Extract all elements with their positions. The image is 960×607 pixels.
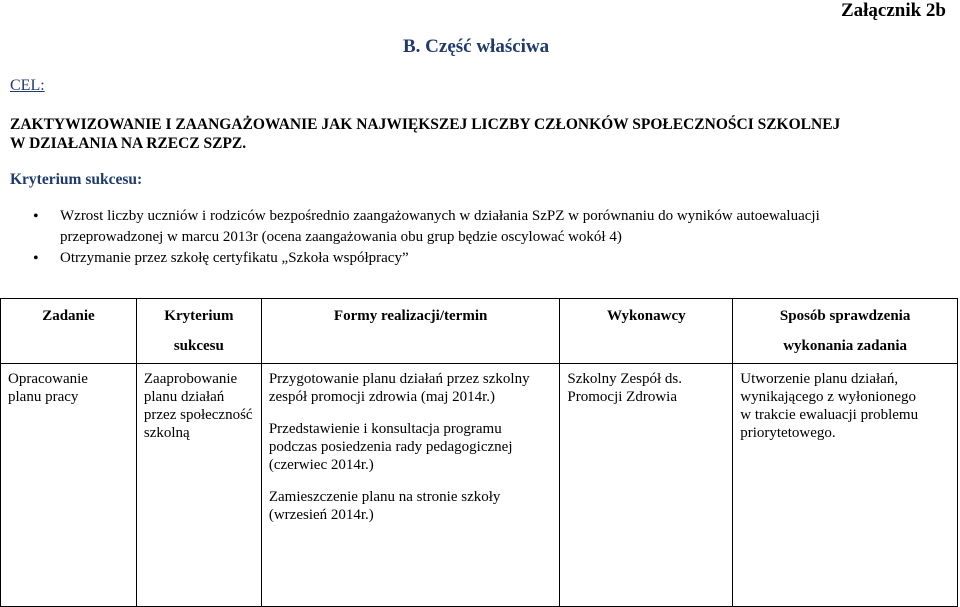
cell-line: priorytetowego. [740,425,836,441]
spacer [269,474,553,488]
goal-line: W DZIAŁANIA NA RZECZ SZPZ. [10,135,247,152]
header-text: Wykonawcy [607,308,686,324]
table-row [1,364,958,607]
plan-table [0,298,958,607]
goal-line: ZAKTYWIZOWANIE I ZAANGAŻOWANIE JAK NAJWIĘKSZEJ LICZBY CZŁONKÓW SPOŁECZNOŚCI SZKOLNEJ [10,116,841,133]
cell-line: wynikającego z wyłonionego [740,389,917,405]
cell-line: Promocji Zdrowia [567,389,677,405]
goal-statement [10,115,840,153]
cell-line: zespół promocji zdrowia (maj 2014r.) [268,389,496,405]
cell-line: podczas posiedzenia rady pedagogicznej [268,439,513,455]
spacer [269,406,553,420]
cell-line: (czerwiec 2014r.) [268,457,374,473]
cell-executors [560,364,733,607]
cell-line: Przygotowanie planu działań przez szkolny [268,371,530,387]
header-text: wykonania zadania [783,338,908,354]
criteria-bullet-line: przeprowadzonej w marcu 2013r (ocena zaangażowania obu grup będzie oscylować wokół 4) [60,229,622,245]
table-header-row [1,299,958,364]
header-text: Sposób sprawdzenia [779,308,911,324]
header-text: Zadanie [42,308,95,324]
header-task [1,299,137,364]
header-executors [560,299,733,364]
cell-line: Utworzenie planu działań, [740,371,899,387]
annex-label: Załącznik 2b [840,0,946,21]
cell-forms [261,364,560,607]
header-text: Kryterium [164,308,234,324]
cell-line: szkolną [143,425,190,441]
header-forms [261,299,560,364]
cell-line: Szkolny Zespół ds. [567,371,683,387]
header-text: Formy realizacji/termin [333,308,488,324]
criteria-bullet [0,206,820,248]
criteria-bullet-line: • Wzrost liczby uczniów i rodziców bezpośrednio zaangażowanych w działania SzPZ w porównaniu do wyników autoewaluacji [60,208,820,224]
cell-criterion [136,364,261,607]
cell-line: planu pracy [8,389,79,405]
cell-line: Zaaprobowanie [143,371,238,387]
cel-label: CEL: [10,77,45,94]
criteria-label: Kryterium sukcesu: [10,171,143,188]
header-verification [733,299,958,364]
cell-line: Zamieszczenie planu na stronie szkoły [268,489,501,505]
criteria-list [0,206,820,269]
cell-line: (wrzesień 2014r.) [268,507,374,523]
header-criterion [136,299,261,364]
cell-task [1,364,137,607]
criteria-bullet [0,248,820,269]
cell-line: w trakcie ewaluacji problemu [740,407,919,423]
cell-line: przez społeczność [143,407,253,423]
part-title: B. Część właściwa [403,36,550,57]
cell-verification [733,364,958,607]
cell-line: planu działań [143,389,225,405]
cell-line: Przedstawienie i konsultacja programu [268,421,502,437]
cell-line: Opracowanie [8,371,88,387]
criteria-bullet-line: • Otrzymanie przez szkołę certyfikatu „Szkoła współpracy” [60,250,409,266]
header-text: sukcesu [173,338,224,354]
